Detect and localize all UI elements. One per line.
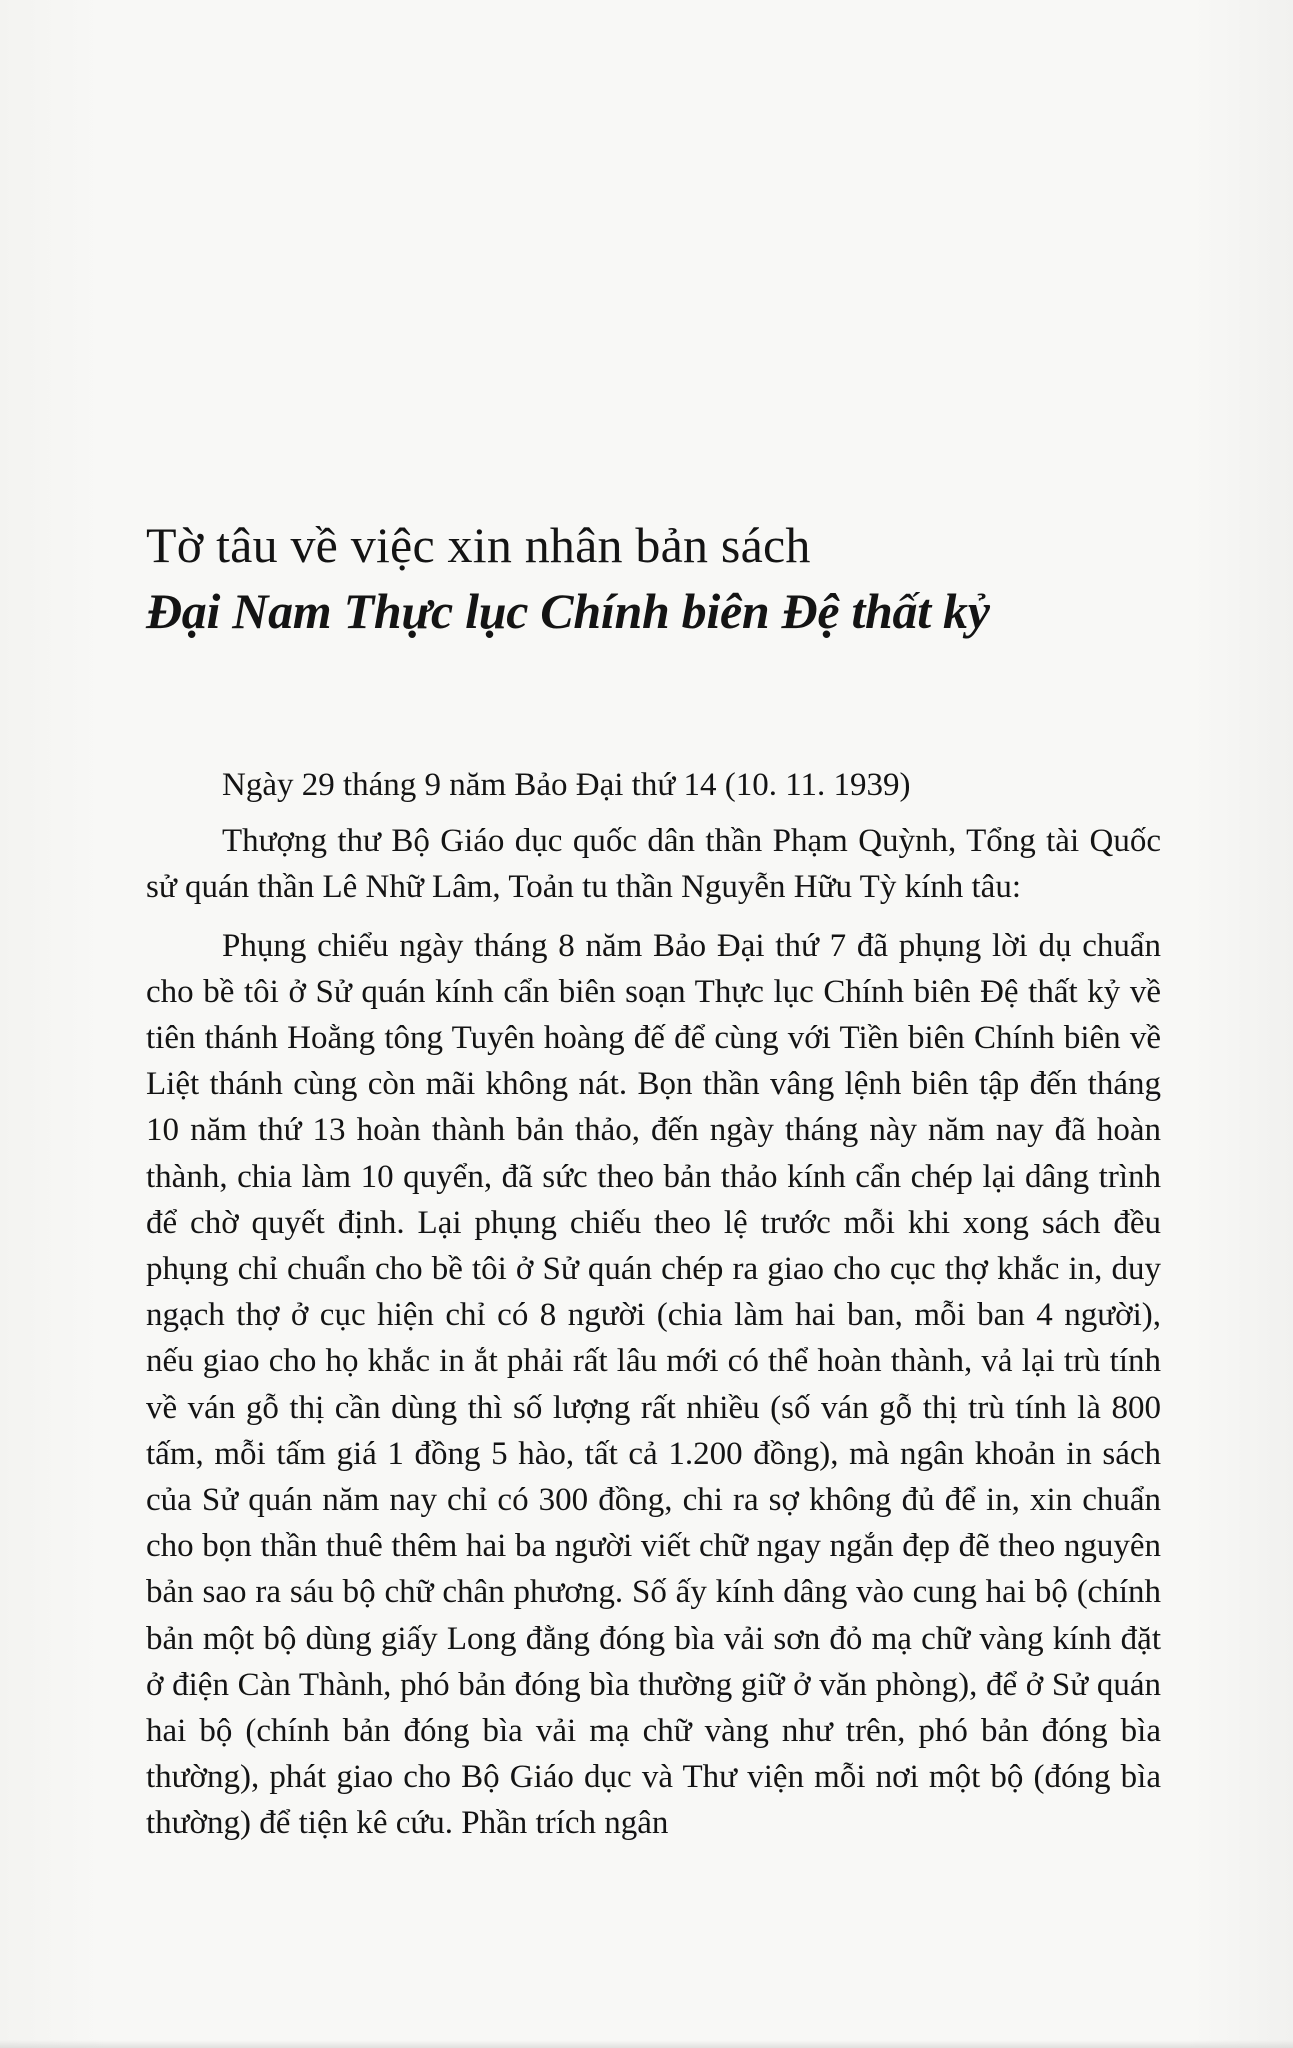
document-body [146,762,1161,1847]
title-line-1: Tờ tâu về việc xin nhân bản sách [146,517,811,573]
paragraph-1: Thượng thư Bộ Giáo dục quốc dân thần Phạm Quỳnh, Tổng tài Quốc sử quán thần Lê Nhữ Lâm, Toản tu thần Nguyễn Hữu Tỳ kính tâu: [146,823,1161,906]
page-bottom-shadow [0,2040,1293,2048]
title-line-2: Đại Nam Thực lục Chính biên Đệ thất kỷ [146,583,990,639]
date-line: Ngày 29 tháng 9 năm Bảo Đại thứ 14 (10. 11. 1939) [222,767,911,803]
paragraph-2: Phụng chiểu ngày tháng 8 năm Bảo Đại thứ 7 đã phụng lời dụ chuẩn cho bề tôi ở Sử quán kính cẩn biên soạn Thực lục Chính biên Đệ thất kỷ về tiên thánh Hoằng tông Tuyên hoàng đế để cùng với Tiền biên Chính biên về Liệt thánh cùng còn mãi không nát. Bọn thần vâng lệnh biên tập đến tháng 10 năm thứ 13 hoàn thành bản thảo, đến ngày tháng này năm nay đã hoàn thành, chia làm 10 quyển, đã sức theo bản thảo kính cẩn chép lại dâng trình để chờ quyết định. Lại phụng chiếu theo lệ trước mỗi khi xong sách đều phụng chỉ chuẩn cho bề tôi ở Sử quán chép ra giao cho cục thợ khắc in, duy ngạch thợ ở cục hiện chỉ có 8 người (chia làm hai ban, mỗi ban 4 người), nếu giao cho họ khắc in ắt phải rất lâu mới có thể hoàn thành, vả lại trù tính về ván gỗ thị cần dùng thì số lượng rất nhiều (số ván gỗ thị trù tính là 800 tấm, mỗi tấm giá 1 đồng 5 hào, tất cả 1.200 đồng), mà ngân khoản in sách của Sử quán năm nay chỉ có 300 đồng, chi ra sợ không đủ để in, xin chuẩn cho bọn thần thuê thêm hai ba người viết chữ ngay ngắn đẹp đẽ theo nguyên bản sao ra sáu bộ chữ chân phương. Số ấy kính dâng vào cung hai bộ (chính bản một bộ dùng giấy Long đằng đóng bìa vải sơn đỏ mạ chữ vàng kính đặt ở điện Càn Thành, phó bản đóng bìa thường giữ ở văn phòng), để ở Sử quán hai bộ (chính bản đóng bìa vải mạ chữ vàng như trên, phó bản đóng bìa thường), phát giao cho Bộ Giáo dục và Thư viện mỗi nơi một bộ (đóng bìa thường) để tiện kê cứu. Phần trích ngân [146,927,1161,1842]
document-title [146,512,1146,644]
show-through-text [980,230,1270,258]
